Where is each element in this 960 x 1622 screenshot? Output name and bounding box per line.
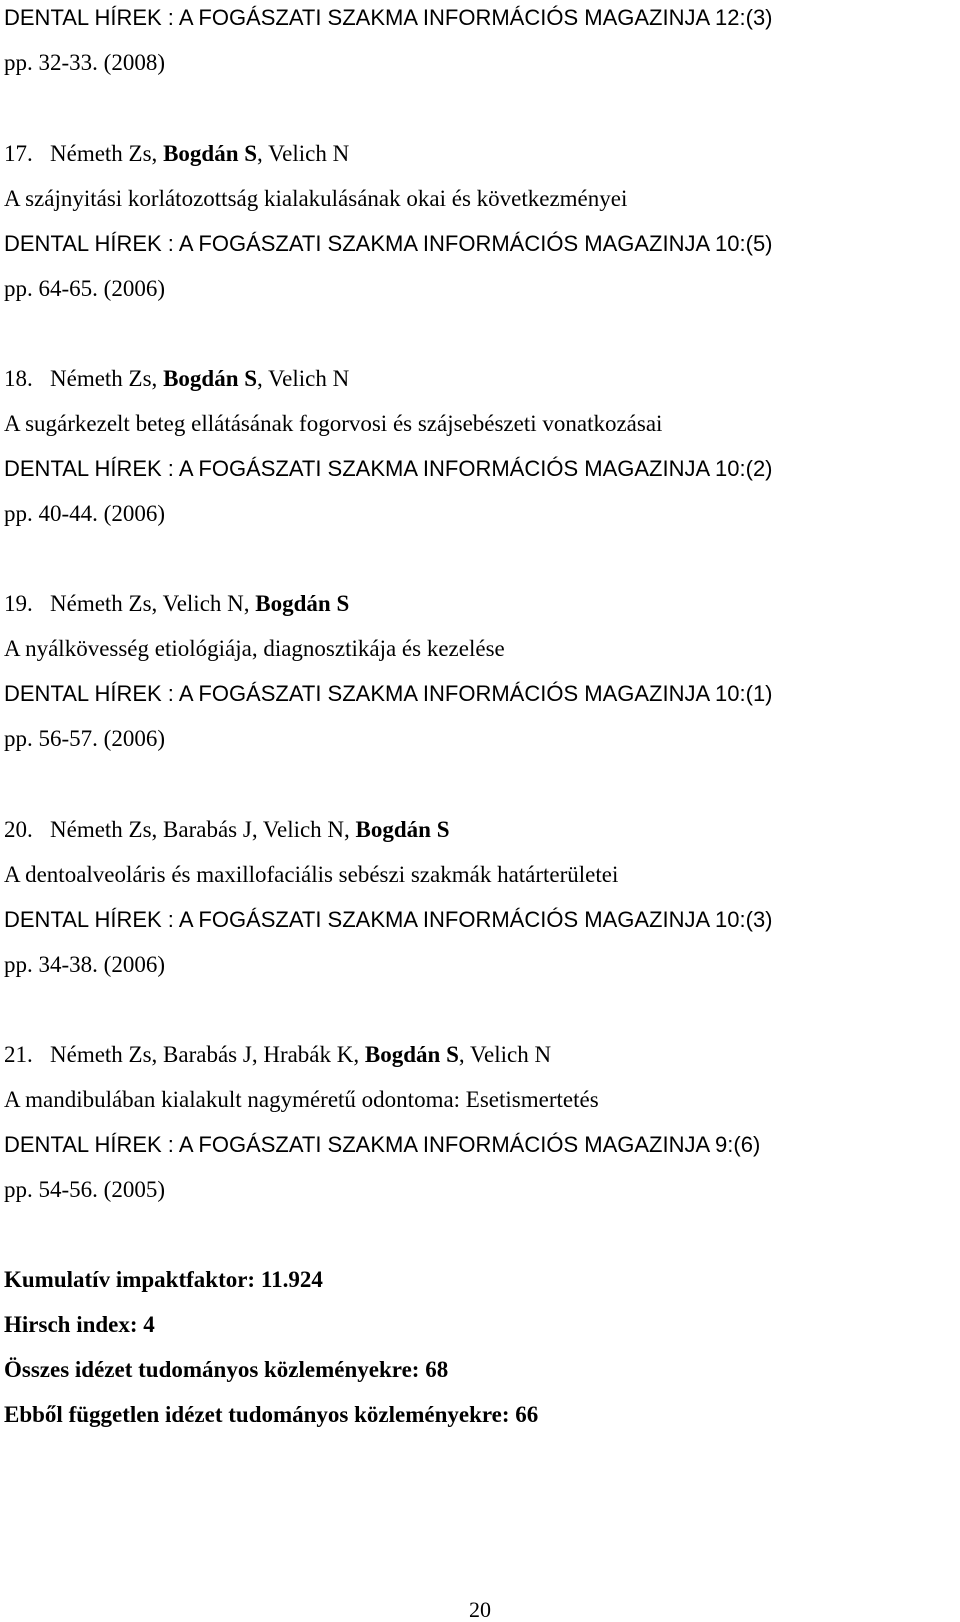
entry-pages: pp. 34-38. (2006) <box>4 952 165 977</box>
entry-number: 21. <box>4 1042 33 1067</box>
stat-impact-factor: Kumulatív impaktfaktor: 11.924 <box>4 1267 323 1292</box>
entry-authors: 21. Németh Zs, Barabás J, Hrabák K, Bogdán S, Velich N <box>4 1042 552 1067</box>
entry-number: 18. <box>4 366 33 391</box>
highlighted-author: Bogdán S <box>355 817 450 842</box>
entry-title: A dentoalveoláris és maxillofaciális sebészi szakmák határterületei <box>4 862 619 887</box>
stat-hirsch-index: Hirsch index: 4 <box>4 1312 155 1337</box>
entry-title: A mandibulában kialakult nagyméretű odontoma: Esetismertetés <box>4 1087 599 1112</box>
entry-journal: DENTAL HÍREK : A FOGÁSZATI SZAKMA INFORMÁCIÓS MAGAZINJA 9:(6) <box>4 1132 761 1157</box>
entry-authors: 19. Németh Zs, Velich N, Bogdán S <box>4 591 350 616</box>
page-number: 20 <box>469 1597 491 1622</box>
stat-independent-citations: Ebből független idézet tudományos közleményekre: 66 <box>4 1402 539 1427</box>
prev-journal: DENTAL HÍREK : A FOGÁSZATI SZAKMA INFORMÁCIÓS MAGAZINJA 12:(3) <box>4 5 773 30</box>
entry-journal: DENTAL HÍREK : A FOGÁSZATI SZAKMA INFORMÁCIÓS MAGAZINJA 10:(2) <box>4 456 773 481</box>
highlighted-author: Bogdán S <box>364 1042 459 1067</box>
entry-pages: pp. 64-65. (2006) <box>4 276 165 301</box>
entry-title: A sugárkezelt beteg ellátásának fogorvosi és szájsebészeti vonatkozásai <box>4 411 663 436</box>
entry-authors: 20. Németh Zs, Barabás J, Velich N, Bogdán S <box>4 817 450 842</box>
entry-pages: pp. 56-57. (2006) <box>4 726 165 751</box>
entry-pages: pp. 40-44. (2006) <box>4 501 165 526</box>
entry-number: 20. <box>4 817 33 842</box>
entry-authors: 18. Németh Zs, Bogdán S, Velich N <box>4 366 350 391</box>
entry-title: A szájnyitási korlátozottság kialakulásának okai és következményei <box>4 186 628 211</box>
entry-journal: DENTAL HÍREK : A FOGÁSZATI SZAKMA INFORMÁCIÓS MAGAZINJA 10:(5) <box>4 231 773 256</box>
entry-journal: DENTAL HÍREK : A FOGÁSZATI SZAKMA INFORMÁCIÓS MAGAZINJA 10:(3) <box>4 907 773 932</box>
highlighted-author: Bogdán S <box>255 591 350 616</box>
entry-number: 19. <box>4 591 33 616</box>
stat-total-citations: Összes idézet tudományos közleményekre: 68 <box>4 1357 449 1382</box>
highlighted-author: Bogdán S <box>163 366 258 391</box>
entry-journal: DENTAL HÍREK : A FOGÁSZATI SZAKMA INFORMÁCIÓS MAGAZINJA 10:(1) <box>4 681 773 706</box>
highlighted-author: Bogdán S <box>163 141 258 166</box>
prev-pages: pp. 32-33. (2008) <box>4 50 165 75</box>
entry-number: 17. <box>4 141 33 166</box>
entry-pages: pp. 54-56. (2005) <box>4 1177 165 1202</box>
entry-title: A nyálkövesség etiológiája, diagnosztikája és kezelése <box>4 636 505 661</box>
entry-authors: 17. Németh Zs, Bogdán S, Velich N <box>4 141 350 166</box>
